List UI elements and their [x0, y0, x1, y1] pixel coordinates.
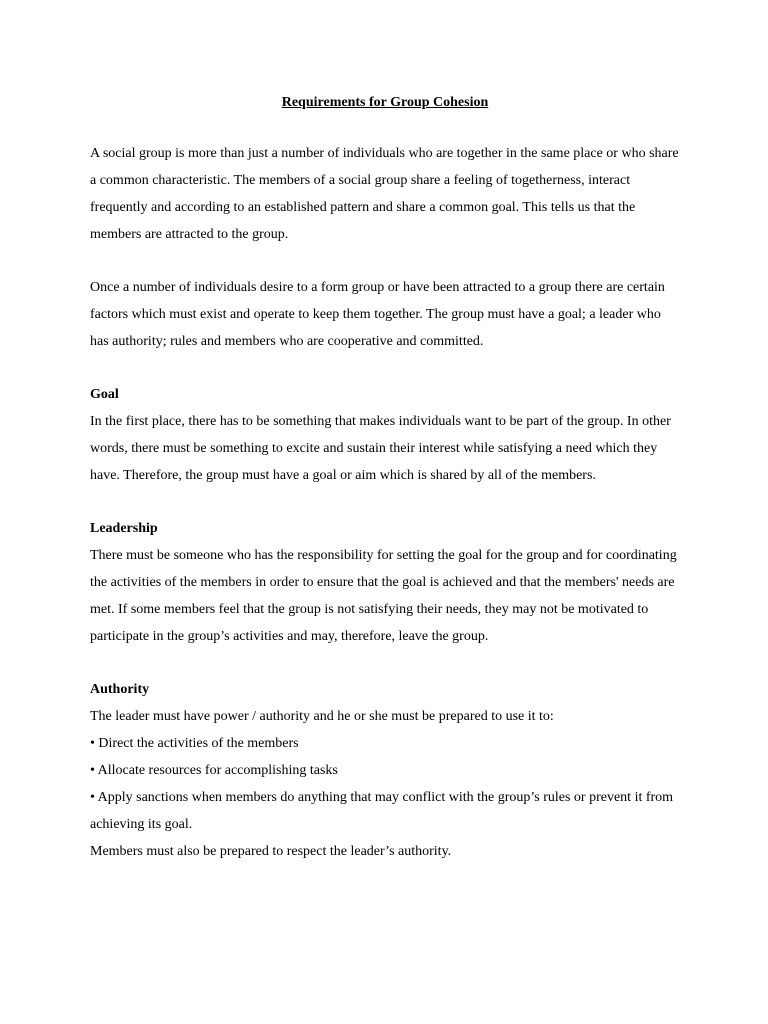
goal-text: In the first place, there has to be something that makes individuals want to be part of the group. In other words, there must be something to excite and sustain their interest while satisfying a need which they have. Therefore, the group must have a goal or aim which is shared by all of the members.	[90, 414, 671, 483]
section-leadership	[90, 515, 680, 650]
leadership-text: There must be someone who has the responsibility for setting the goal for the group and for coordinating the activities of the members in order to ensure that the goal is achieved and that the members' needs are met. If some members feel that the group is not satisfying their needs, they may not be motivated to participate in the group’s activities and may, therefore, leave the group.	[90, 548, 677, 644]
paragraph-spacer	[90, 248, 680, 274]
authority-heading: Authority	[90, 682, 150, 697]
section-goal	[90, 381, 680, 489]
authority-closing: Members must also be prepared to respect the leader’s authority.	[90, 844, 452, 859]
document-page	[90, 92, 680, 865]
authority-bullet-1: • Direct the activities of the members	[90, 736, 299, 751]
authority-bullet-2: • Allocate resources for accomplishing tasks	[90, 763, 338, 778]
intro-paragraph-2: Once a number of individuals desire to a form group or have been attracted to a group there are certain factors which must exist and operate to keep them together. The group must have a goal; a leader who has authority; rules and members who are cooperative and committed.	[90, 280, 665, 349]
document-title: Requirements for Group Cohesion	[281, 95, 489, 110]
authority-bullet-3: • Apply sanctions when members do anything that may conflict with the group’s rules or prevent it from achieving its goal.	[90, 790, 674, 832]
paragraph-spacer	[90, 489, 680, 515]
section-authority	[90, 676, 680, 865]
intro-paragraph-1: A social group is more than just a number of individuals who are together in the same place or who share a common characteristic. The members of a social group share a feeling of togetherness, interact frequently and according to an established pattern and share a common goal. This tells us that the members are attracted to the group.	[90, 146, 679, 242]
authority-intro: The leader must have power / authority and he or she must be prepared to use it to:	[90, 709, 554, 724]
paragraph-spacer	[90, 650, 680, 676]
paragraph-spacer	[90, 355, 680, 381]
leadership-heading: Leadership	[90, 521, 158, 536]
goal-heading: Goal	[90, 387, 119, 402]
